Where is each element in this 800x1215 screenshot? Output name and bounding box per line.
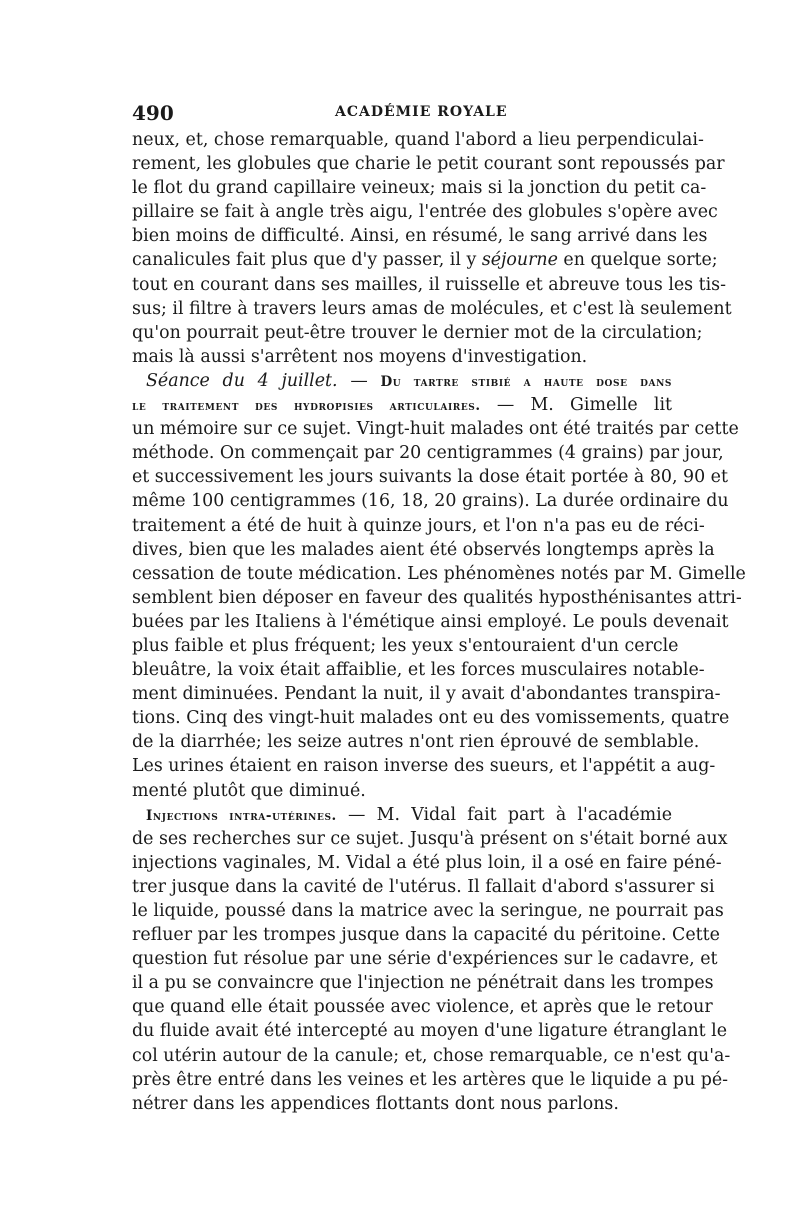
text-line: méthode. On commençait par 20 centigrammes (4 grains) par jour, xyxy=(132,443,724,464)
text-line: trer jusque dans la cavité de l'utérus. Il fallait d'abord s'assurer si xyxy=(132,876,715,897)
text-line: sus; il filtre à travers leurs amas de molécules, et c'est là seulement xyxy=(132,298,732,319)
text-line: Les urines étaient en raison inverse des sueurs, et l'appétit a aug- xyxy=(132,756,716,777)
text-line: rement, les globules que charie le petit courant sont repoussés par xyxy=(132,154,725,175)
text-line: tout en courant dans ses mailles, il ruisselle et abreuve tous les tis- xyxy=(132,274,726,295)
text-line: injections vaginales, M. Vidal a été plus loin, il a osé en faire péné- xyxy=(132,852,722,873)
text-line: mais là aussi s'arrêtent nos moyens d'investigation. xyxy=(132,346,588,367)
text-line: ment diminuées. Pendant la nuit, il y avait d'abondantes transpira- xyxy=(132,684,721,705)
text-line: tions. Cinq des vingt-huit malades ont eu des vomissements, quatre xyxy=(132,708,730,729)
text-line: cessation de toute médication. Les phénomènes notés par M. Gimelle xyxy=(132,563,746,584)
section-heading: Du tartre stibié a haute dose dans xyxy=(380,373,673,390)
text-line: semblent bien déposer en faveur des qualités hyposthénisantes attri- xyxy=(132,587,742,608)
text-line: du fluide avait été intercepté au moyen d'une ligature étranglant le xyxy=(132,1021,728,1042)
text-line: de ses recherches sur ce sujet. Jusqu'à présent on s'était borné aux xyxy=(132,828,728,849)
running-head: ACADÉMIE ROYALE xyxy=(335,104,508,120)
page-header xyxy=(132,101,672,125)
text-line: pillaire se fait à angle très aigu, l'entrée des globules s'opère avec xyxy=(132,202,718,223)
text-line: traitement a été de huit à quinze jours, et l'on n'a pas eu de réci- xyxy=(132,515,705,536)
text-line: que quand elle était poussée avec violence, et après que le retour xyxy=(132,997,713,1018)
text-line: dives, bien que les malades aient été observés longtemps après la xyxy=(132,539,715,560)
text-line: plus faible et plus fréquent; les yeux s'entouraient d'un cercle xyxy=(132,635,679,656)
text-segment: — M. Vidal fait part à l'académie xyxy=(336,804,672,825)
text-line: buées par les Italiens à l'émétique ainsi employé. Le pouls devenait xyxy=(132,611,729,632)
text-line: question fut résolue par une série d'expériences sur le cadavre, et xyxy=(132,949,718,970)
session-date: Séance du 4 juillet. xyxy=(146,370,338,391)
text-line: le flot du grand capillaire veineux; mais si la jonction du petit ca- xyxy=(132,178,707,199)
text-line xyxy=(132,369,672,393)
text-line: un mémoire sur ce sujet. Vingt-huit malades ont été traités par cette xyxy=(132,419,739,440)
text-line xyxy=(132,803,672,827)
text-line: le liquide, poussé dans la matrice avec la seringue, ne pourrait pas xyxy=(132,901,724,921)
text-segment: en quelque sorte; xyxy=(557,250,718,271)
text-line: il a pu se convaincre que l'injection ne pénétrait dans les trompes xyxy=(132,973,714,994)
emphasis-text: séjourne xyxy=(481,250,558,271)
text-line: même 100 centigrammes (16, 18, 20 grains). La durée ordinaire du xyxy=(132,491,729,512)
text-line: bleuâtre, la voix était affaiblie, et les forces musculaires notable- xyxy=(132,660,705,681)
text-line xyxy=(132,248,718,272)
text-line xyxy=(132,393,672,417)
text-line: col utérin autour de la canule; et, chose remarquable, ce n'est qu'a- xyxy=(132,1045,731,1066)
text-segment: — M. Gimelle lit xyxy=(480,395,672,416)
text-segment: — xyxy=(337,370,381,391)
text-line: neux, et, chose remarquable, quand l'abord a lieu perpendiculai- xyxy=(132,130,704,150)
body-text xyxy=(132,128,746,1116)
text-line: menté plutôt que diminué. xyxy=(132,780,366,801)
text-line: bien moins de difficulté. Ainsi, en résumé, le sang arrivé dans les xyxy=(132,226,708,247)
page-number: 490 xyxy=(132,101,174,125)
text-segment: canalicules fait plus que d'y passer, il y xyxy=(132,250,482,271)
text-line: qu'on pourrait peut-être trouver le dernier mot de la circulation; xyxy=(132,322,703,343)
text-line: et successivement les jours suivants la dose était portée à 80, 90 et xyxy=(132,467,728,488)
section-heading: Injections intra-utérines. xyxy=(146,807,337,824)
text-line: refluer par les trompes jusque dans la capacité du péritoine. Cette xyxy=(132,925,720,946)
text-line: de la diarrhée; les seize autres n'ont rien éprouvé de semblable. xyxy=(132,732,700,753)
text-line: près être entré dans les veines et les artères que le liquide a pu pé- xyxy=(132,1069,728,1090)
text-line: nétrer dans les appendices flottants dont nous parlons. xyxy=(132,1093,619,1114)
section-heading: le traitement des hydropisies articulaires. xyxy=(132,398,481,415)
